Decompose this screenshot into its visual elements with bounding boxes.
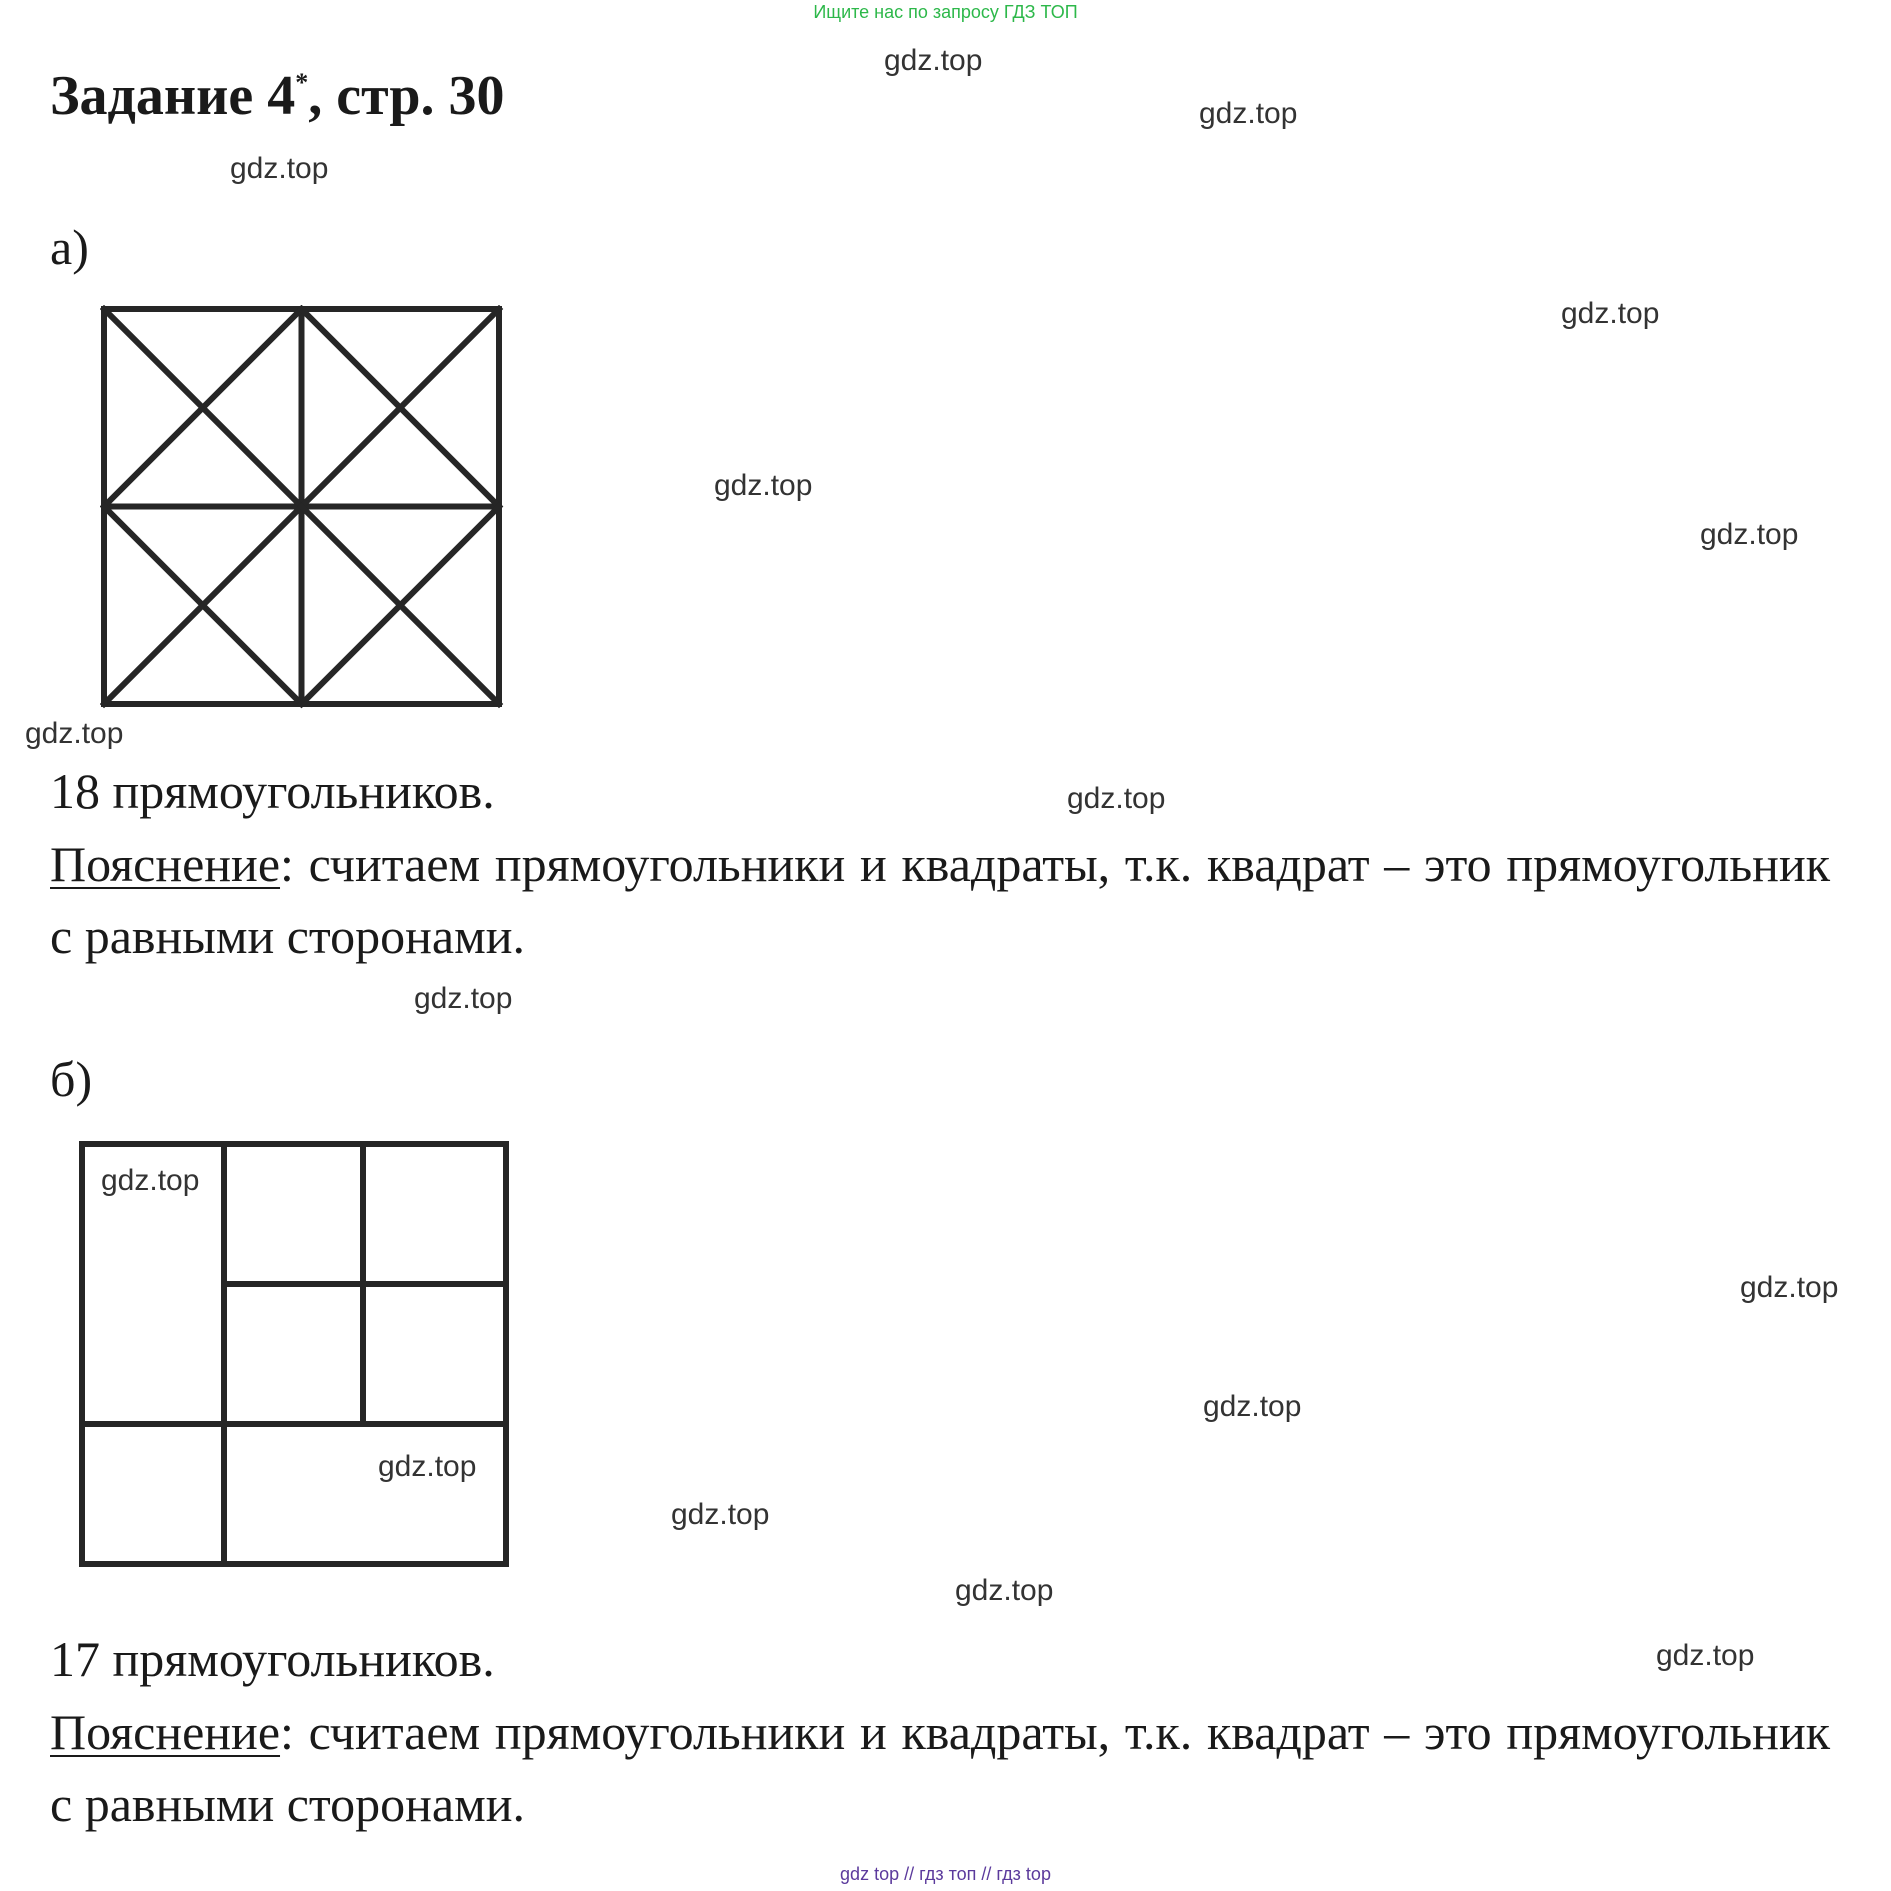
top-banner: Ищите нас по запросу ГДЗ ТОП (813, 2, 1078, 22)
watermark: gdz.top (414, 982, 513, 1015)
watermark: gdz.top (884, 44, 983, 77)
footer: gdz top // гдз топ // гдз top (840, 1864, 1051, 1884)
watermark: gdz.top (1656, 1639, 1755, 1672)
title-rest: , стр. 30 (308, 65, 505, 127)
part-a-label: а) (50, 219, 89, 275)
watermark: gdz.top (1199, 97, 1298, 130)
watermark: gdz.top (671, 1498, 770, 1531)
watermark: gdz.top (1740, 1271, 1839, 1304)
part-a-explanation-label: Пояснение (50, 836, 281, 892)
watermark: gdz.top (714, 469, 813, 502)
watermark: gdz.top (1067, 782, 1166, 815)
part-a-answer: 18 прямоугольников. (50, 763, 495, 819)
watermark: gdz.top (1561, 297, 1660, 330)
figure-b-outer-rectangle (82, 1144, 506, 1564)
part-b-label: б) (50, 1051, 93, 1107)
watermark: gdz.top (378, 1450, 477, 1483)
page-title (50, 64, 504, 128)
figure-a-square-grid (100, 305, 505, 710)
part-b-answer: 17 прямоугольников. (50, 1631, 495, 1687)
part-a-explanation-text: : считаем прямоугольники и квадраты, т.к. квадрат – это прямоугольник с равными сторонами. (50, 836, 1830, 964)
title-star: * (295, 68, 309, 97)
watermark: gdz.top (955, 1574, 1054, 1607)
watermark: gdz.top (1203, 1390, 1302, 1423)
watermark: gdz.top (101, 1164, 200, 1197)
part-a-explanation (50, 828, 1830, 972)
watermark: gdz.top (1700, 518, 1799, 551)
part-b-explanation-text: : считаем прямоугольники и квадраты, т.к. квадрат – это прямоугольник с равными сторонами. (50, 1704, 1830, 1832)
part-b-explanation (50, 1696, 1830, 1840)
watermark: gdz.top (25, 717, 124, 750)
figure-b-rectangle-grid (78, 1140, 512, 1570)
part-b-explanation-label: Пояснение (50, 1704, 281, 1760)
watermark: gdz.top (230, 152, 329, 185)
title-main: Задание 4 (50, 65, 296, 127)
